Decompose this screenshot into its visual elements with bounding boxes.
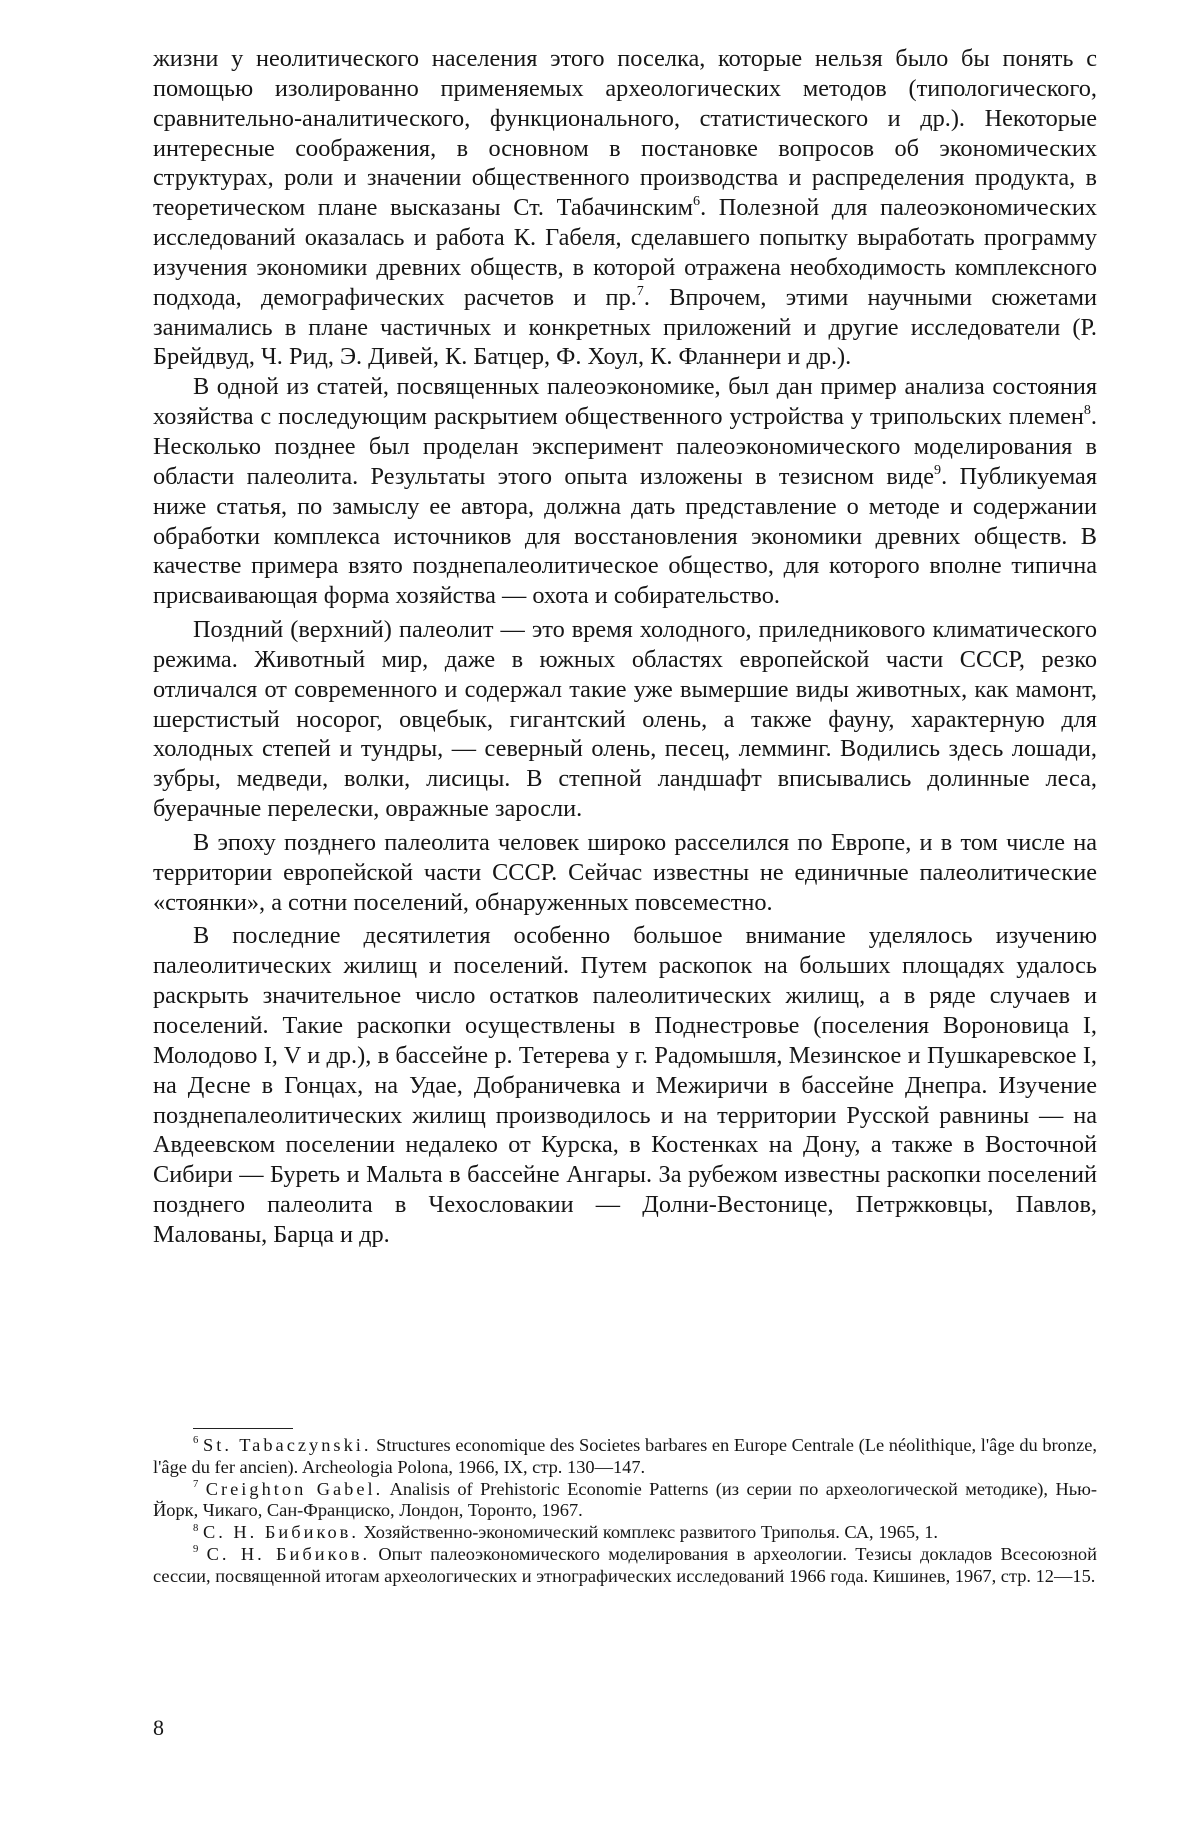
footnote-8-text: Хозяйственно-экономический комплекс развитого Триполья. СА, 1965, 1. [363,1522,939,1543]
footnote-divider [193,1428,293,1429]
paragraph-3: Поздний (верхний) палеолит — это время холодного, приледникового климатического режима. Животный мир, даже в южных областях европейской части СССР, резко отличался от современного и содержал такие уже вымершие виды животных, как мамонт, шерстистый носорог, овцебык, гигантский олень, а также фауну, характерную для холодных степей и тундры, — северный олень, песец, лемминг. Водились здесь лошади, зубры, медведи, волки, лисицы. В степной ландшафт вписывались долинные леса, буерачные перелески, овражные заросли. [153,616,1097,823]
footnote-7-author: Creighton Gabel. [205,1478,384,1499]
footnote-ref-9: 9 [934,462,942,479]
footnote-9-author: С. Н. Бибиков. [206,1543,371,1564]
footnote-7 [153,1479,1097,1523]
footnote-6-author: St. Tabaczynski. [202,1435,372,1455]
paragraph-5: В последние десятилетия особенно большое внимание уделялось изучению палеолитических жилищ и поселений. Путем раскопок на больших площадях удалось раскрыть значительное число остатков палеолитических жилищ, а в ряде случаев и поселений. Такие раскопки осуществлены в Поднестровье (поселения Вороновица I, Молодово I, V и др.), в бассейне р. Тетерева у г. Радомышля, Мезинское и Пушкаревское I, на Десне в Гонцах, на Удае, Добраничевка и Межиричи в бассейне Днепра. Изучение позднепалеолитических жилищ производилось и на территории Русской равнины — на Авдеевском поселении недалеко от Курска, в Костенках на Дону, а также в Восточной Сибири — Буреть и Мальта в бассейне Ангары. За рубежом известны раскопки поселений позднего палеолита в Чехословакии — Долни-Вестонице, Петржковцы, Павлов, Малованы, Барца и др. [153,922,1097,1248]
footnote-8-number: 8 [193,1521,199,1534]
paragraph-1-text-c: . Впрочем, этими научными сюжетами занимались в плане частичных и конкретных приложений и другие исследователи (Р. Брейдвуд, Ч. Рид, Э. Дивей, К. Батцер, Ф. Хоул, К. Фланнери и др.). [153,283,1097,371]
paragraph-1-text-b: . Полезной для палеоэкономических исследований оказалась и работа К. Габеля, сделавшего попытку выработать программу изучения экономики древних обществ, в которой отражена необходимость комплексного подхода, демографических расчетов и пр. [153,194,1097,311]
page-number: 8 [153,1715,164,1740]
paragraph-2 [153,372,1097,611]
footnote-9-number: 9 [193,1543,199,1556]
paragraph-4: В эпоху позднего палеолита человек широко расселился по Европе, и в том числе на территории европейской части СССР. Сейчас известны не единичные палеолитические «стоянки», а сотни поселений, обнаруженных повсеместно. [153,828,1097,916]
footnote-6-number: 6 [193,1434,199,1447]
footnote-7-text: Analisis of Prehistoric Economie Patterns (из серии по археологической методике), Нью-Йорк, Чикаго, Сан-Франциско, Лондон, Торонто, 1967. [153,1478,1097,1521]
footnote-8 [153,1522,1097,1544]
footnote-9 [153,1544,1097,1588]
footnote-6-text: Structures economique des Societes barbares en Europe Centrale (Le néolithique, l'âge du bronze, l'âge du fer ancien). Archeologia Polona, 1966, IX, стр. 130—147. [153,1435,1097,1477]
footnote-ref-8: 8 [1083,402,1091,419]
footnote-6 [153,1435,1097,1479]
footnote-8-author: С. Н. Бибиков. [202,1522,359,1543]
paragraph-2-text-c: . Публикуемая ниже статья, по замыслу ее автора, должна дать представление о методе и содержании обработки комплекса источников для восстановления экономики древних обществ. В качестве примера взято позднепалеолитическое общество, для которого вполне типична присваивающая форма хозяйства — охота и собирательство. [153,462,1098,610]
footnotes [153,1428,1097,1588]
paragraph-1 [153,44,1097,372]
paragraph-2-text-a: В одной из статей, посвященных палеоэкономике, был дан пример анализа состояния хозяйства с последующим раскрытием общественного устройства у трипольских племен [153,373,1097,431]
footnote-ref-6: 6 [693,193,701,210]
footnote-ref-7: 7 [636,282,644,299]
paragraph-2-text-b: . Несколько позднее был проделан эксперимент палеоэкономического моделирования в области палеолита. Результаты этого опыта изложены в тезисном виде [153,403,1097,490]
footnote-9-text: Опыт палеоэкономического моделирования в археологии. Тезисы докладов Всесоюзной сессии, посвященной итогам археологических и этнографических исследований 1966 года. Кишинев, 1967, стр. 12—15. [153,1543,1097,1586]
paragraph-1-text-a: жизни у неолитического населения этого поселка, которые нельзя было бы понять с помощью изолированно применяемых археологических методов (типологического, сравнительно-аналитического, функционального, статистического и др.). Некоторые интересные соображения, в основном в постановке вопросов об экономических структурах, роли и значении общественного производства и распределения продукта, в теоретическом плане высказаны Ст. Табачинским [153,45,1097,222]
footnote-7-number: 7 [193,1477,199,1490]
page-body [153,44,1097,1250]
